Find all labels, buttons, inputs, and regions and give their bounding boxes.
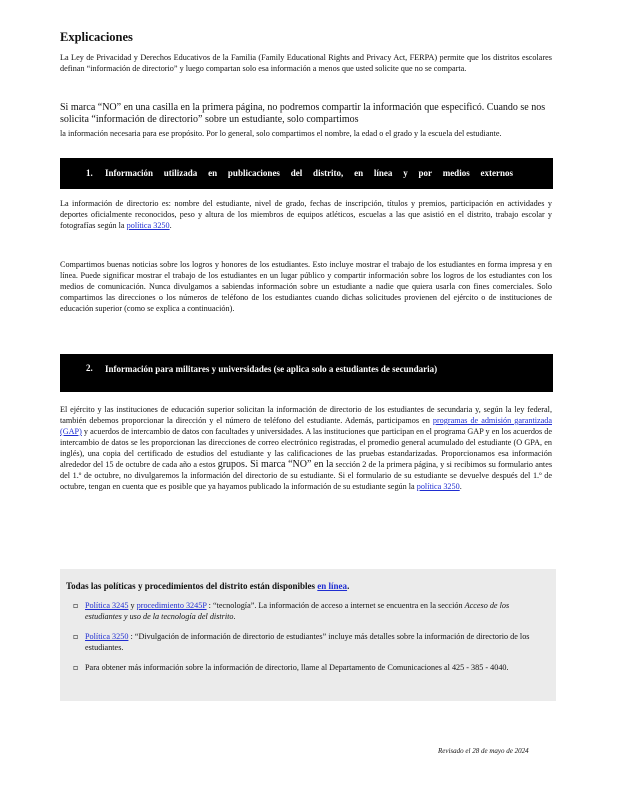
section-2-paragraph <box>60 404 552 492</box>
list-item-text: : “tecnología”. La información de acceso a internet se encuentra en la sección <box>208 601 463 610</box>
section-1-paragraph-2: Compartimos buenas noticias sobre los logros y honores de los estudiantes. Esto incluye mostrar el trabajo de los estudiantes en forma impresa y en línea. Puede significar mostrar el trabajo de los estudiantes en un lugar público y compartir información sobre los logros de los estudiantes con los medios de comunicación. Nunca divulgamos a sabiendas información sobre un estudiante a nadie que quiera usarla con fines comerciales. Solo compartimos las direcciones o los números de teléfono de los estudiantes cuando dichas solicitudes provienen del ejército o de instituciones de educación superior (como se explica a continuación). <box>60 260 552 313</box>
policy-3245-link[interactable]: Política 3245 <box>85 601 129 610</box>
intro-paragraph-2-lead: Si marca “NO” en una casilla en la primera página, no podremos compartir la información que especificó. Cuando se nos solicita “información de directorio” sobre un estudiante, solo compartimos <box>60 102 546 125</box>
section-2-p1b: y acuerdos de intercambio de datos con facultades y universidades. A las instituciones que participan en el programa GAP y en los acuerdos de intercambio de datos se les proporcionan las direcciones de correo electrónico registradas, el promedio general acumulado del estudiante (O GPA, en inglés), una copia del certificado de estudios del estudiante y las calificaciones de las pruebas estandarizadas. Proporcionamos esa información alrededor del 15 de octubre de cada año a estos <box>60 427 553 469</box>
section-1-paragraph-1 <box>60 198 552 231</box>
section-1-heading: Información utilizada en publicaciones del distrito, en línea y por medios externos <box>105 168 513 178</box>
policies-box-heading <box>66 581 516 591</box>
section-1-p1-text: La información de directorio es: nombre del estudiante, nivel de grado, fechas de inscripción, títulos y premios, participación en actividades y deportes oficialmente reconocidos, peso y altura de los miembros de equipos atléticos, escuelas a las que asistió en el distrito, trabajo escolar y fotografías según la <box>60 199 552 230</box>
page-title: Explicaciones <box>60 30 133 44</box>
list-item-end: . <box>233 611 236 621</box>
policy-3250-link[interactable]: política 3250 <box>126 221 170 230</box>
list-item <box>73 601 535 622</box>
bullet-icon: ▫ <box>73 663 79 672</box>
policy-3250-link-2[interactable]: política 3250 <box>416 482 460 491</box>
procedure-3245p-link[interactable]: procedimiento 3245P <box>136 601 207 610</box>
policies-box-heading-text: Todas las políticas y procedimientos del distrito están disponibles <box>66 581 316 591</box>
section-2-p1a: El ejército y las instituciones de educación superior solicitan la información de directorio de los estudiantes de secundaria y, según la ley federal, también debemos proporcionar la dirección y el número de teléfono del estudiante. Además, participamos en <box>60 405 552 425</box>
section-2-heading: Información para militares y universidades (se aplica solo a estudiantes de secundaria) <box>105 364 438 374</box>
list-item-text: Para obtener más información sobre la información de directorio, llame al Departamento de Comunicaciones al 425 - 385 - 4040. <box>85 663 509 672</box>
section-2-p1-end: . <box>459 482 462 491</box>
section-1-heading-bar <box>60 158 553 189</box>
policy-3250-link-3[interactable]: Política 3250 <box>85 632 129 641</box>
gap-programs-link[interactable]: programas de admisión garantizada (GAP) <box>60 416 552 436</box>
section-2-p1c: sección 2 de la primera página, y si recibimos su formulario antes del 1.º de octubre, no divulgaremos la información del directorio de su estudiante. Si el formulario de su estudiante se devuelve después del 1.º de octubre, tengan en cuenta que es posible que ya hayamos publicado la información de su estudiante según la <box>60 460 553 491</box>
section-1-p1-end: . <box>169 221 172 230</box>
bullet-icon: ▫ <box>73 601 79 610</box>
intro-paragraph-2-rest: la información necesaria para ese propósito. Por lo general, solo compartimos el nombre, la edad o el grado y la escuela del estudiante. <box>60 129 502 138</box>
policies-info-box <box>60 569 556 701</box>
list-item-connector: y <box>130 601 135 610</box>
section-2-heading-bar <box>60 354 553 392</box>
list-item <box>73 663 535 674</box>
section-2-number: 2. <box>86 363 93 373</box>
online-link[interactable]: en línea <box>317 581 348 591</box>
intro-paragraph-1: La Ley de Privacidad y Derechos Educativos de la Familia (Family Educational Rights and Privacy Act, FERPA) permite que los distritos escolares definan “información de directorio” y luego compartan solo esa información a menos que usted solicite que no se comparta. <box>60 53 552 73</box>
revision-date: Revisado el 28 de mayo de 2024 <box>438 747 529 755</box>
list-item <box>73 632 535 653</box>
policies-box-heading-end: . <box>347 581 350 591</box>
list-item-italic: Acceso de los estudiantes y uso de la tecnología del distrito <box>85 601 510 621</box>
section-2-p1-big: grupos. Si marca “NO” en la <box>217 459 334 470</box>
list-item-text: : “Divulgación de información de directorio de estudiantes” incluye más detalles sobre la información de directorio de los estudiantes. <box>85 632 530 652</box>
section-1-number: 1. <box>86 168 93 178</box>
bullet-icon: ▫ <box>73 632 79 641</box>
